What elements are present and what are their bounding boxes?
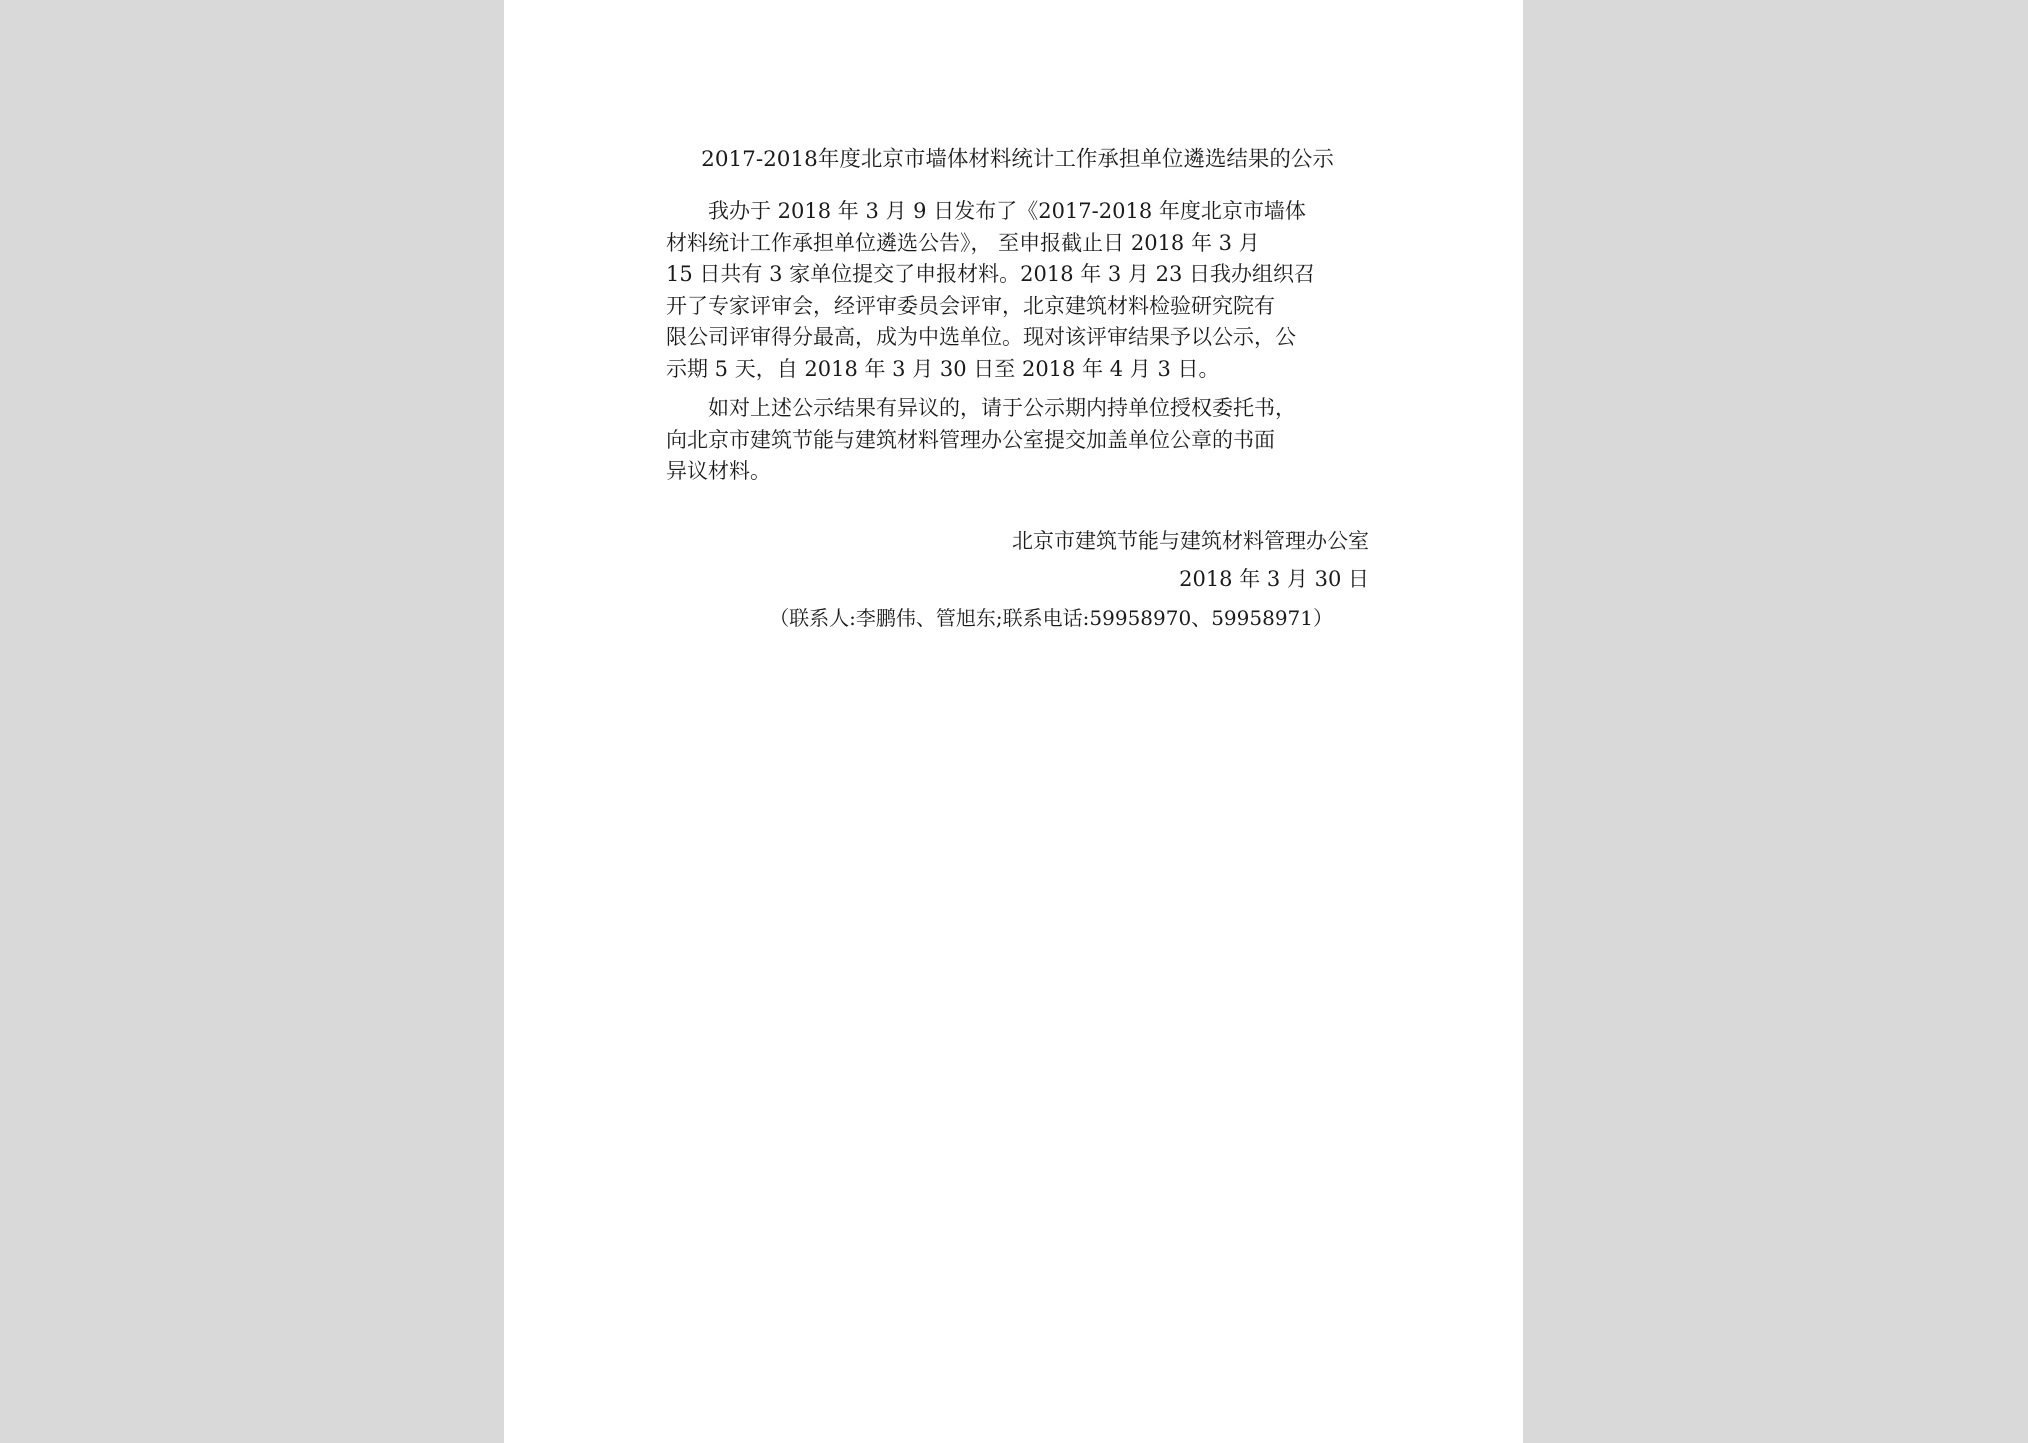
contact-info: （联系人:李鹏伟、管旭东;联系电话:59958970、59958971） [769, 605, 1333, 630]
paragraph-announcement [666, 196, 1369, 385]
paragraph-line: 开了专家评审会，经评审委员会评审，北京建筑材料检验研究院有 [666, 293, 1275, 318]
document-title: 2017-2018年度北京市墙体材料统计工作承担单位遴选结果的公示 [701, 147, 1334, 172]
paragraph-line: 我办于 2018 年 3 月 9 日发布了《2017-2018 年度北京市墙体 [708, 199, 1306, 223]
paragraph-line: 异议材料。 [666, 459, 771, 483]
paragraph-objection [666, 393, 1369, 488]
document-content [666, 144, 1369, 634]
paragraph-line: 材料统计工作承担单位遴选公告》， 至申报截止日 2018 年 3 月 [666, 230, 1260, 255]
paragraph-line: 限公司评审得分最高，成为中选单位。现对该评审结果予以公示，公 [666, 325, 1296, 349]
paragraph-line: 15 日共有 3 家单位提交了申报材料。2018 年 3 月 23 日我办组织召 [666, 262, 1316, 286]
signature-date: 2018 年 3 月 30 日 [1179, 567, 1369, 591]
paragraph-line: 如对上述公示结果有异议的，请于公示期内持单位授权委托书， [708, 396, 1296, 420]
signature-organization: 北京市建筑节能与建筑材料管理办公室 [1012, 528, 1369, 553]
paragraph-line: 示期 5 天，自 2018 年 3 月 30 日至 2018 年 4 月 3 日。 [666, 356, 1220, 381]
paragraph-line: 向北京市建筑节能与建筑材料管理办公室提交加盖单位公章的书面 [666, 427, 1275, 452]
document-page [504, 0, 1523, 1443]
